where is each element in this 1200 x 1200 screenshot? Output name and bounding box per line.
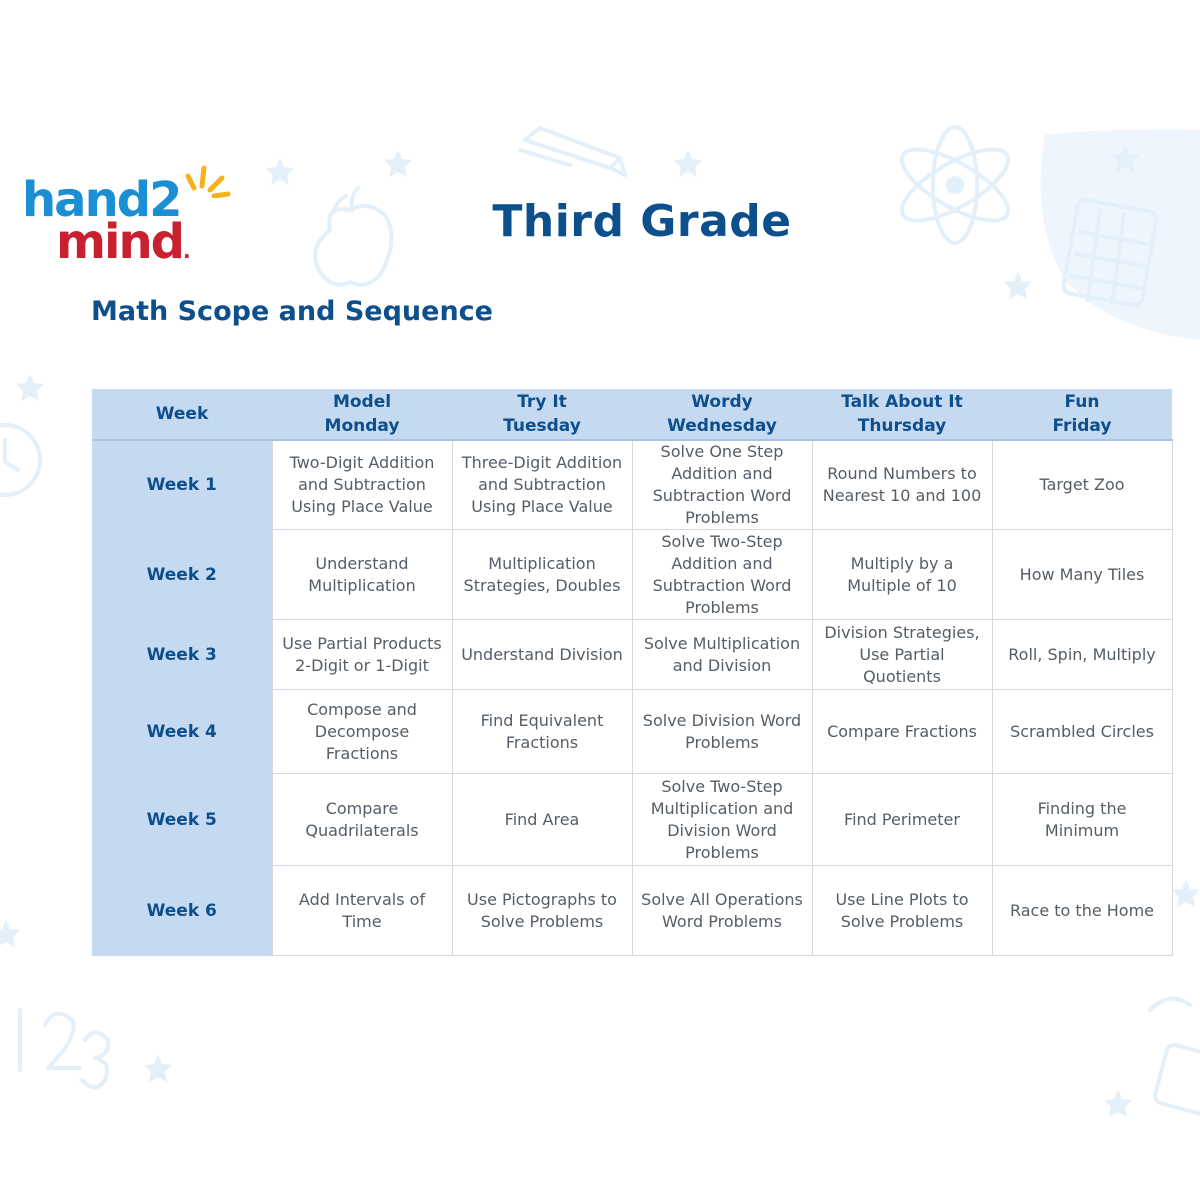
sun-rays-icon — [172, 158, 232, 198]
table-cell: Use Pictographs to Solve Problems — [452, 866, 632, 956]
table-cell: Solve Two-Step Multiplication and Division Word Problems — [632, 774, 812, 866]
table-cell: Find Perimeter — [812, 774, 992, 866]
table-cell: Solve Division Word Problems — [632, 690, 812, 774]
page-subtitle: Math Scope and Sequence — [91, 296, 493, 327]
star-icon — [1172, 880, 1200, 907]
column-header-wednesday: Wordy Wednesday — [632, 389, 812, 440]
week-label: Week 1 — [92, 440, 272, 530]
star-icon — [1104, 1090, 1132, 1117]
table-cell: Solve All Operations Word Problems — [632, 866, 812, 956]
table-row — [92, 774, 1172, 866]
column-header-thursday: Talk About It Thursday — [812, 389, 992, 440]
table-cell: Find Area — [452, 774, 632, 866]
table-cell: Target Zoo — [992, 440, 1172, 530]
clock-icon — [0, 425, 40, 495]
logo-mind-text: mind. — [56, 214, 189, 270]
table-cell: Two-Digit Addition and Subtraction Using Place Value — [272, 440, 452, 530]
table-cell: Compare Fractions — [812, 690, 992, 774]
dice-icon — [1150, 999, 1200, 1117]
table-cell: Round Numbers to Nearest 10 and 100 — [812, 440, 992, 530]
star-icon — [16, 374, 44, 401]
star-icon — [266, 158, 294, 185]
pencil-icon — [520, 128, 625, 175]
star-icon — [384, 150, 412, 177]
column-header-tuesday: Try It Tuesday — [452, 389, 632, 440]
column-header-monday: Model Monday — [272, 389, 452, 440]
week-label: Week 4 — [92, 690, 272, 774]
scope-sequence-table — [92, 389, 1173, 956]
week-label: Week 5 — [92, 774, 272, 866]
column-header-friday: Fun Friday — [992, 389, 1172, 440]
table-row — [92, 690, 1172, 774]
numbers-icon — [20, 1010, 108, 1088]
table-cell: Race to the Home — [992, 866, 1172, 956]
star-icon — [0, 920, 20, 947]
table-cell: Solve Multiplication and Division — [632, 620, 812, 690]
table-row — [92, 530, 1172, 620]
table-cell: Understand Division — [452, 620, 632, 690]
table-row — [92, 866, 1172, 956]
table-cell: Use Line Plots to Solve Problems — [812, 866, 992, 956]
table-cell: Roll, Spin, Multiply — [992, 620, 1172, 690]
week-label: Week 2 — [92, 530, 272, 620]
table-cell: Find Equivalent Fractions — [452, 690, 632, 774]
table-cell: How Many Tiles — [992, 530, 1172, 620]
table-cell: Add Intervals of Time — [272, 866, 452, 956]
table-header-row — [92, 389, 1172, 440]
table-cell: Division Strategies, Use Partial Quotients — [812, 620, 992, 690]
table-cell: Compare Quadrilaterals — [272, 774, 452, 866]
table-cell: Finding the Minimum — [992, 774, 1172, 866]
table-row — [92, 440, 1172, 530]
star-icon — [1004, 272, 1032, 299]
table-row — [92, 620, 1172, 690]
page-title: Third Grade — [492, 196, 792, 247]
logo-hand-text: hand2 — [22, 172, 181, 228]
week-label: Week 6 — [92, 866, 272, 956]
table-cell: Multiplication Strategies, Doubles — [452, 530, 632, 620]
table-cell: Compose and Decompose Fractions — [272, 690, 452, 774]
week-label: Week 3 — [92, 620, 272, 690]
table-cell: Solve Two-Step Addition and Subtraction Word Problems — [632, 530, 812, 620]
table-cell: Scrambled Circles — [992, 690, 1172, 774]
table-cell: Use Partial Products 2-Digit or 1-Digit — [272, 620, 452, 690]
column-header-week: Week — [92, 389, 272, 440]
star-icon — [144, 1055, 172, 1082]
table-cell: Multiply by a Multiple of 10 — [812, 530, 992, 620]
star-icon — [674, 150, 702, 177]
table-cell: Three-Digit Addition and Subtraction Using Place Value — [452, 440, 632, 530]
table-cell: Understand Multiplication — [272, 530, 452, 620]
table-cell: Solve One Step Addition and Subtraction Word Problems — [632, 440, 812, 530]
